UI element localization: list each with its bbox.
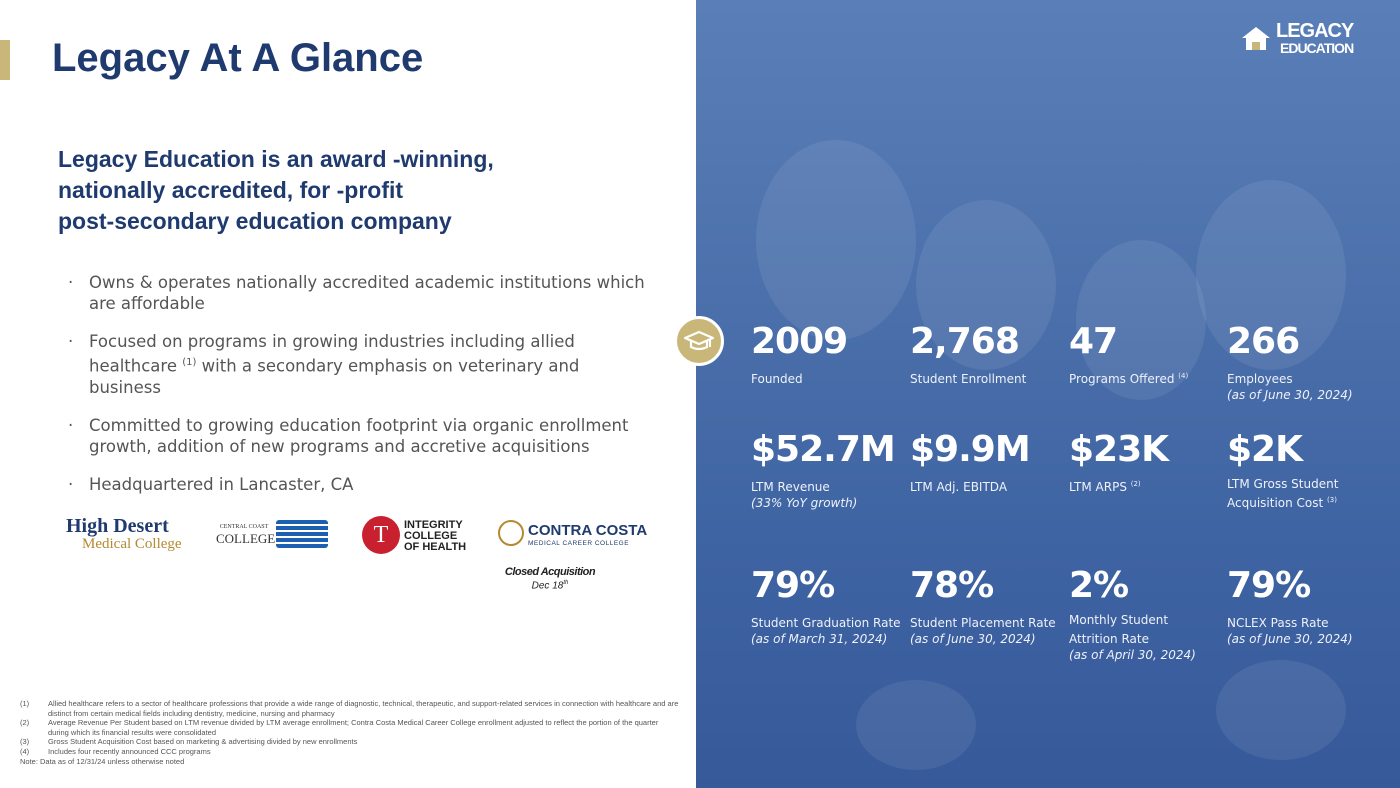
house-logo-icon: [1240, 24, 1272, 52]
background-photo-shape: [1216, 660, 1346, 760]
date-text: Dec 18: [531, 580, 564, 592]
stat-label: [751, 476, 906, 511]
bullet-item: · Headquartered in Lancaster, CA: [66, 474, 646, 495]
title-accent-bar: [0, 40, 10, 80]
closed-acquisition-date: [490, 580, 610, 591]
bullet-item: · Owns & operates nationally accredited academic institutions which are affordable: [66, 272, 646, 314]
central-coast-logo: [216, 520, 336, 550]
stat-label-text: LTM ARPS: [1069, 480, 1131, 494]
stat-note: (as of June 30, 2024): [910, 632, 1036, 646]
stat-label: [751, 612, 906, 647]
footnote: [20, 747, 680, 757]
stat-note: (33% YoY growth): [751, 496, 858, 510]
stats-panel: [696, 0, 1400, 788]
integrity-mark-icon: T: [362, 516, 400, 554]
stat-label: [1227, 368, 1387, 403]
headline: [58, 144, 618, 237]
left-panel: [0, 0, 696, 788]
integrity-logo: [362, 516, 472, 556]
stat-label: [1227, 612, 1357, 647]
footnote-number: (1): [20, 699, 30, 708]
page-title: Legacy At A Glance: [52, 36, 424, 80]
logo-text: High Desert: [66, 515, 169, 537]
footnote-text: Gross Student Acquisition Cost based on marketing & advertising divided by new enrollments: [48, 737, 358, 747]
logo-text: Medical College: [82, 536, 182, 552]
bullet-text: with a secondary emphasis on veterinary and business: [89, 356, 580, 397]
footnote-ref: (1): [182, 357, 197, 368]
brand-line-1: LEGACY: [1276, 20, 1354, 42]
logo-text: [404, 520, 466, 553]
background-photo-shape: [856, 680, 976, 770]
brand-line-2: EDUCATION: [1280, 40, 1354, 56]
stat-nclex-pass-rate: [1227, 566, 1357, 647]
footnotes: [20, 699, 680, 766]
background-photo-shape: [756, 140, 916, 340]
stat-label-text: LTM Revenue: [751, 480, 830, 494]
stat-label-text: Founded: [751, 372, 803, 386]
stat-value: 2009: [751, 321, 848, 362]
stat-label-text: NCLEX Pass Rate: [1227, 616, 1329, 630]
stat-value: 78%: [910, 565, 994, 606]
footnote-text: Average Revenue Per Student based on LTM revenue divided by LTM average enrollment; Contra Costa Medical Career College enrollment adjusted to reflect the portion of the quarter during which its financial results were consolidated: [48, 718, 659, 737]
stat-label: [910, 476, 1060, 495]
stat-attrition-rate: [1069, 566, 1204, 663]
closed-acquisition-note: [490, 566, 610, 591]
graduation-cap-icon: [674, 316, 724, 366]
logo-text-line: COLLEGE: [404, 530, 458, 542]
stat-label-text: Student Placement Rate: [910, 616, 1056, 630]
headline-line-2: nationally accredited, for -profit: [58, 177, 404, 203]
stat-label: [910, 612, 1065, 647]
stat-label: [1069, 368, 1219, 387]
stat-value: 2,768: [910, 321, 1019, 362]
stat-label-text: Employees: [1227, 372, 1293, 386]
bullet-item: · Committed to growing education footprint via organic enrollment growth, addition of new programs and accretive acquisitions: [66, 415, 646, 457]
footnote-ref: (2): [1130, 480, 1141, 488]
stat-note: (as of June 30, 2024): [1227, 388, 1353, 402]
stat-ltm-arps: [1069, 430, 1219, 495]
stat-note: (as of March 31, 2024): [751, 632, 888, 646]
stat-founded: [751, 322, 901, 387]
stat-value: 47: [1069, 321, 1118, 362]
wave-icon: [276, 520, 328, 548]
footnote-text: Includes four recently announced CCC programs: [48, 746, 211, 756]
bullet-item: [66, 331, 646, 398]
footnote-number: (2): [20, 718, 30, 728]
stat-programs-offered: [1069, 322, 1219, 387]
graduation-cap-svg: [677, 319, 721, 363]
footnote-number: (4): [20, 746, 30, 756]
headline-line-1: Legacy Education is an award -winning,: [58, 146, 494, 172]
institution-logos: [60, 512, 660, 572]
stat-label: [1069, 476, 1219, 495]
legacy-education-logo: [1236, 20, 1376, 60]
closed-acquisition-label: Closed Acquisition: [504, 566, 596, 578]
stat-label-text: Student Graduation Rate: [751, 616, 901, 630]
stat-label: [1069, 612, 1204, 663]
bullet-list: [66, 272, 646, 512]
footnote-number: (3): [20, 737, 30, 747]
stat-value: 266: [1227, 321, 1300, 362]
stat-value: $9.9M: [910, 429, 1030, 470]
stat-label: [1227, 476, 1367, 511]
footnote-text: Allied healthcare refers to a sector of healthcare professions that provide a wide range of diagnostic, technical, therapeutic, and support-related services in connection with healthcare and are distinct from certain medical fields including dentistry, medicine, nursing and pharmacy: [48, 699, 679, 718]
footnote: [20, 718, 680, 737]
logo-text-line: OF HEALTH: [404, 541, 467, 553]
stat-value: $52.7M: [751, 429, 895, 470]
stat-student-enrollment: [910, 322, 1060, 387]
high-desert-logo: [66, 516, 186, 552]
footnote-ref: (3): [1327, 496, 1337, 504]
stat-value: 2%: [1069, 565, 1129, 606]
stat-value: $23K: [1069, 429, 1169, 470]
logo-text-line: CENTRAL COAST: [219, 524, 269, 530]
logo-text: [216, 522, 276, 546]
logo-text-line: INTEGRITY: [404, 519, 463, 531]
footnote-ref: (4): [1178, 372, 1189, 380]
stat-label-text: Monthly Student Attrition Rate: [1069, 613, 1169, 646]
date-sup: th: [563, 580, 569, 586]
stat-gross-acquisition-cost: [1227, 430, 1367, 511]
stat-ltm-adj-ebitda: [910, 430, 1060, 495]
stat-note: (as of June 30, 2024): [1227, 632, 1353, 646]
bullet-text: Focused on programs in growing industries including allied healthcare: [89, 332, 575, 376]
footnote: [20, 699, 680, 718]
stat-employees: [1227, 322, 1387, 403]
stat-label-text: Programs Offered: [1069, 372, 1179, 386]
stat-label-text: LTM Adj. EBITDA: [910, 480, 1008, 494]
caduceus-icon: [498, 520, 524, 546]
stat-value: 79%: [751, 565, 835, 606]
stat-value: 79%: [1227, 565, 1311, 606]
logo-text-line: COLLEGE: [216, 531, 276, 546]
stat-graduation-rate: [751, 566, 906, 647]
logo-text: CONTRA COSTA: [528, 522, 648, 539]
footnote: [20, 737, 680, 747]
stat-placement-rate: [910, 566, 1065, 647]
logo-text: MEDICAL CAREER COLLEGE: [528, 540, 630, 547]
stat-label-text: Student Enrollment: [910, 372, 1027, 386]
stat-label-text: LTM Gross Student Acquisition Cost: [1227, 477, 1339, 510]
headline-line-3: post-secondary education company: [58, 208, 452, 234]
stat-label: [910, 368, 1060, 387]
stat-note: (as of April 30, 2024): [1069, 648, 1196, 662]
stat-ltm-revenue: [751, 430, 906, 511]
stat-value: $2K: [1227, 429, 1302, 470]
contra-costa-logo: [498, 520, 658, 550]
stat-label: [751, 368, 901, 387]
footnote-note: Note: Data as of 12/31/24 unless otherwise noted: [20, 756, 185, 766]
